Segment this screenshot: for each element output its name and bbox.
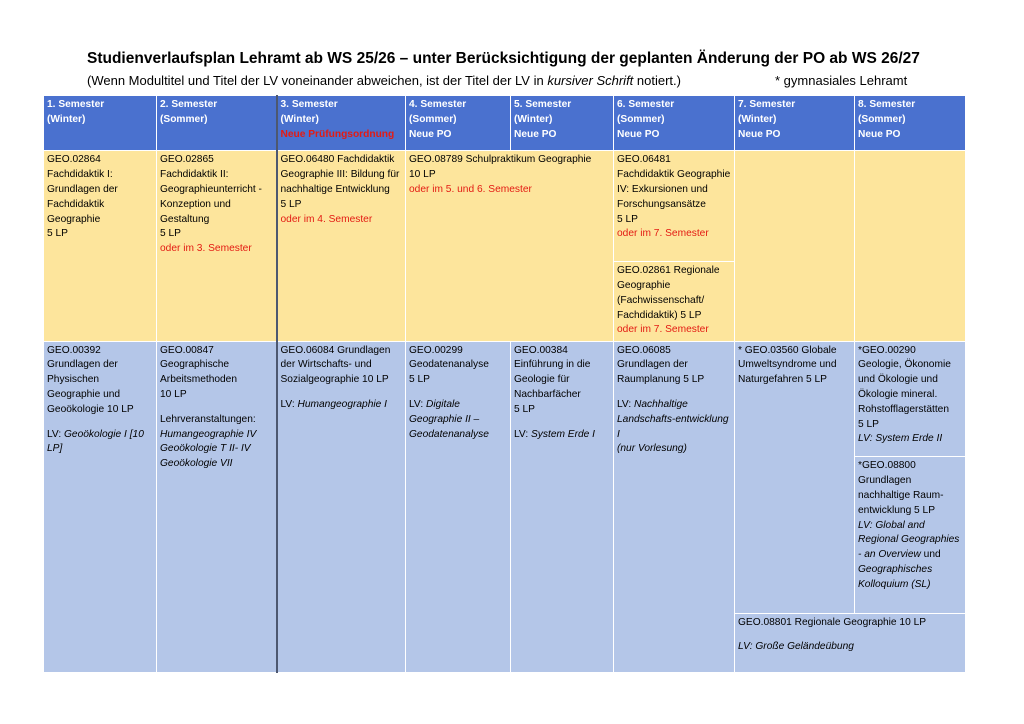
header-semester-3: 3. Semester (Winter) Neue Prüfungsordnung: [277, 96, 406, 151]
header-semester-5: 5. Semester (Winter) Neue PO: [511, 96, 614, 151]
page-subtitle: [87, 73, 681, 88]
header-semester-8: 8. Semester (Sommer) Neue PO: [855, 96, 966, 151]
cell-geo-00290: *GEO.00290 Geologie, Ökonomie und Ökologie und Ökologie mineral. Rohstofflagerstätten 5 LP LV: System Erde II: [855, 341, 966, 457]
header-semester-6: 6. Semester (Sommer) Neue PO: [614, 96, 735, 151]
cell-geo-08801: GEO.08801 Regionale Geographie 10 LP LV: Große Geländeübung: [735, 613, 966, 672]
cell-geo-06480: GEO.06480 Fachdidaktik Geographie III: Bildung für nachhaltige Entwicklung 5 LP oder im 4. Semester: [277, 151, 406, 341]
cell-geo-02864: GEO.02864 Fachdidaktik I: Grundlagen der Fachdidaktik Geographie 5 LP: [44, 151, 157, 341]
cell-geo-02865: GEO.02865 Fachdidaktik II: Geographieunterricht - Konzeption und Gestaltung 5 LP oder im 3. Semester: [157, 151, 277, 341]
cell-empty-7: [735, 151, 855, 341]
page-title: Studienverlaufsplan Lehramt ab WS 25/26 – unter Berücksichtigung der geplanten Änderung der PO ab WS 26/27: [87, 50, 920, 67]
fach-row: [44, 341, 966, 457]
header-semester-2: 2. Semester (Sommer): [157, 96, 277, 151]
subtitle-text-pre: (Wenn Modultitel und Titel der LV voneinander abweichen, ist der Titel der LV in: [87, 73, 548, 88]
cell-geo-08789: GEO.08789 Schulpraktikum Geographie 10 LP oder im 5. und 6. Semester: [406, 151, 614, 341]
gymnasial-note: * gymnasiales Lehramt: [775, 73, 908, 88]
cell-geo-08800: *GEO.08800 Grundlagen nachhaltige Raum-entwicklung 5 LP LV: Global and Regional Geographies - an Overview und Geographisches Kolloquium (SL): [855, 457, 966, 613]
subtitle-text-post: notiert.): [633, 73, 681, 88]
header-row: [44, 96, 966, 151]
cell-geo-06085: GEO.06085 Grundlagen der Raumplanung 5 LP LV: Nachhaltige Landschafts-entwicklung I (nur Vorlesung): [614, 341, 735, 672]
cell-geo-00384: GEO.00384 Einführung in die Geologie für Nachbarfächer 5 LP LV: System Erde I: [511, 341, 614, 672]
cell-geo-02861: GEO.02861 Regionale Geographie (Fachwissenschaft/ Fachdidaktik) 5 LP oder im 7. Semester: [614, 262, 735, 342]
cell-geo-00847: GEO.00847 Geographische Arbeitsmethoden 10 LP Lehrveranstaltungen: Humangeographie IV Geoökologie T II- IV Geoökologie VII: [157, 341, 277, 672]
cell-empty-8: [855, 151, 966, 341]
cell-geo-00392: GEO.00392 Grundlagen der Physischen Geographie und Geoökologie 10 LP LV: Geoökologie I [10 LP]: [44, 341, 157, 672]
cell-geo-03560: * GEO.03560 Globale Umweltsyndrome und Naturgefahren 5 LP: [735, 341, 855, 613]
study-plan-table: [43, 95, 966, 673]
didaktik-row: [44, 151, 966, 262]
cell-geo-06084: GEO.06084 Grundlagen der Wirtschafts- und Sozialgeographie 10 LP LV: Humangeographie I: [277, 341, 406, 672]
header-semester-1: 1. Semester (Winter): [44, 96, 157, 151]
subtitle-text-italic: kursiver Schrift: [547, 73, 634, 88]
header-semester-4: 4. Semester (Sommer) Neue PO: [406, 96, 511, 151]
header-semester-7: 7. Semester (Winter) Neue PO: [735, 96, 855, 151]
cell-geo-06481: GEO.06481 Fachdidaktik Geographie IV: Exkursionen und Forschungsansätze 5 LP oder im 7. Semester: [614, 151, 735, 262]
cell-geo-00299: GEO.00299 Geodatenanalyse 5 LP LV: Digitale Geographie II – Geodatenanalyse: [406, 341, 511, 672]
